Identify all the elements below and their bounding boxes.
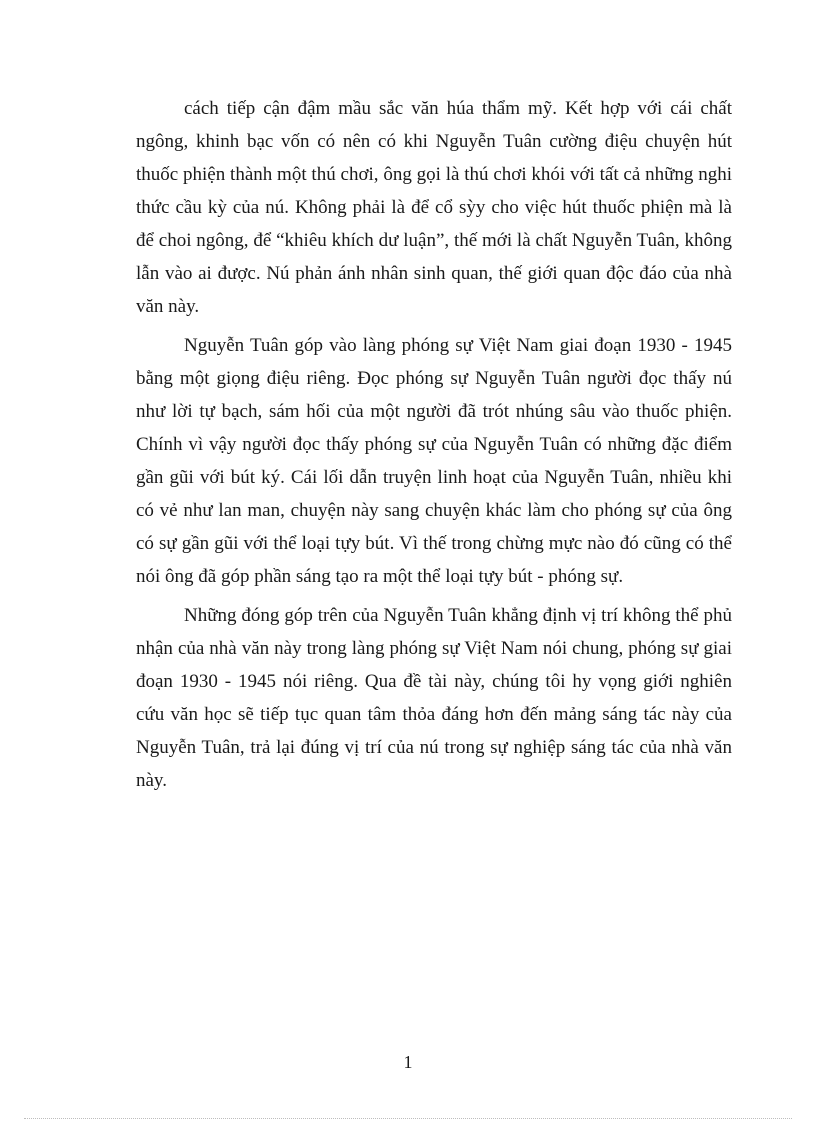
paragraph-2: Nguyễn Tuân góp vào làng phóng sự Việt Nam giai đoạn 1930 - 1945 bằng một giọng điệu riêng. Đọc phóng sự Nguyễn Tuân người đọc thấy nú như lời tự bạch, sám hối của một người đã trót nhúng sâu vào thuốc phiện. Chính vì vậy người đọc thấy phóng sự của Nguyễn Tuân có những đặc điểm gần gũi với bút ký. Cái lối dẫn truyện linh hoạt của Nguyễn Tuân, nhiều khi có vẻ như lan man, chuyện này sang chuyện khác làm cho phóng sự của ông có sự gần gũi với thể loại tựy bút. Vì thế trong chừng mực nào đó cũng có thể nói ông đã góp phần sáng tạo ra một thể loại tựy bút - phóng sự. <box>136 335 732 587</box>
paragraph-3: Những đóng góp trên của Nguyễn Tuân khẳng định vị trí không thể phủ nhận của nhà văn này trong làng phóng sự Việt Nam nói chung, phóng sự giai đoạn 1930 - 1945 nói riêng. Qua đề tài này, chúng tôi hy vọng giới nghiên cứu văn học sẽ tiếp tục quan tâm thỏa đáng hơn đến mảng sáng tác này của Nguyễn Tuân, trả lại đúng vị trí của nú trong sự nghiệp sáng tác của nhà văn này. <box>136 605 732 791</box>
paragraph-1: cách tiếp cận đậm mầu sắc văn húa thẩm mỹ. Kết hợp với cái chất ngông, khinh bạc vốn có nên có khi Nguyễn Tuân cường điệu chuyện hút thuốc phiện thành một thú chơi, ông gọi là thú chơi khói với tất cả những nghi thức cầu kỳ của nú. Không phải là để cổ sỳy cho việc hút thuốc phiện mà là để choi ngông, để “khiêu khích dư luận”, thế mới là chất Nguyễn Tuân, không lẫn vào ai được. Nú phản ánh nhân sinh quan, thế giới quan độc đáo của nhà văn này. <box>136 98 732 317</box>
body-text <box>136 92 732 803</box>
page-bottom-divider <box>24 1118 792 1119</box>
page-number: 1 <box>403 1052 413 1072</box>
